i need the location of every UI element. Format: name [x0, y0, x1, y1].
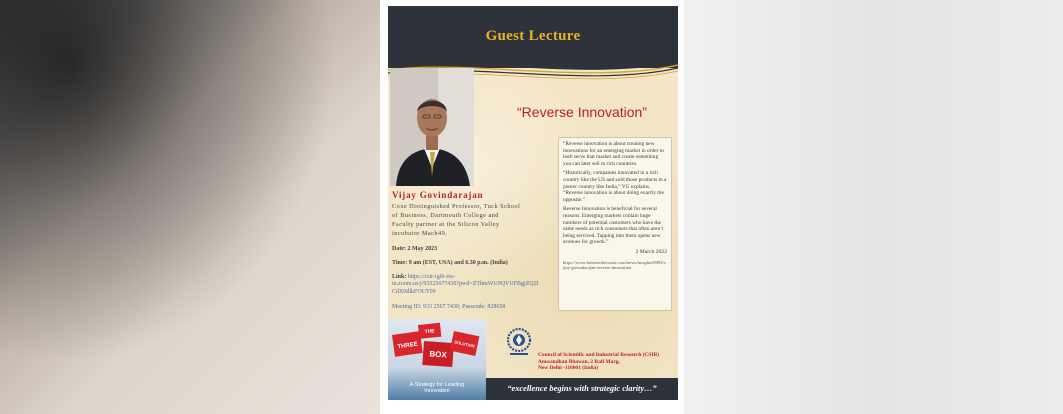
book-word-three: THREE	[397, 341, 419, 351]
header-title: Guest Lecture	[485, 28, 581, 44]
zoom-link-block	[392, 274, 554, 296]
book-word-the: THE	[424, 328, 436, 336]
footer-band	[486, 378, 678, 400]
speaker-desc-line: Coxe Distinguished Professor, Tuck School	[392, 203, 521, 210]
footer-tagline: “excellence begins with strategic clarity…”	[507, 384, 657, 393]
book-cover-three-box	[388, 319, 486, 400]
csir-address-line: New Delhi -110001 (India)	[538, 365, 599, 372]
zoom-link[interactable]: https://csir-igib-res-	[407, 274, 456, 280]
poster-image	[380, 0, 684, 414]
speaker-photo	[390, 68, 474, 186]
speaker-name: Vijay Govindarajan	[392, 190, 484, 200]
quote-date: 2 March 2022	[635, 248, 667, 255]
meeting-id: Meeting ID: 933 2567 7430; Passcode: 828658	[392, 304, 506, 310]
link-label: Link:	[392, 274, 407, 280]
csir-address-line: Anusandhan Bhawan, 2 Rafi Marg,	[538, 358, 620, 365]
speaker-desc-line: incubator Mach49.	[392, 230, 448, 237]
quote-paragraph: “Historically, companies innovated in a rich country like the US and sold those products in a poorer country like India,” VG explains. “Reverse innovation is about doing exactly the opposite.”	[563, 170, 667, 203]
speaker-desc-line: of Business, Dartmouth College and	[392, 212, 499, 219]
book-word-box: BOX	[429, 349, 448, 360]
quote-paragraph: Reverse Innovation is beneficial for several reasons. Emerging markets contain huge numbers of potential customers who have the same needs as rich consumers that often aren’t being serviced. Tapping into them opens new avenues for growth.”	[563, 206, 664, 246]
csir-logo-icon	[504, 327, 534, 357]
blurred-background-left	[0, 0, 380, 414]
speaker-desc-line: Faculty partner at the Silicon Valley	[392, 221, 500, 228]
quote-source-url: https://www.businessbecause.com/news/insights/8093/vijay-govindarajan-reverse-innovation	[563, 259, 667, 270]
book-subtitle-line: A Strategy for Leading	[409, 382, 465, 388]
background-right	[684, 0, 1063, 414]
poster-frame	[388, 6, 678, 400]
csir-address	[538, 352, 659, 372]
book-word-solution: SOLUTION	[453, 339, 476, 349]
quote-box	[558, 137, 672, 311]
lecture-title: “Reverse Innovation”	[517, 104, 647, 120]
quote-paragraph: “Reverse innovation is about creating new innovations for an emerging market in order to both serve that market and create something you can later sell in rich countries.	[563, 141, 664, 167]
lecture-date: Date: 2 May 2023	[392, 246, 438, 252]
lecture-time: Time: 9 am (EST, USA) and 6.30 p.m. (India)	[392, 260, 508, 266]
book-subtitle-line: Innovation	[424, 388, 450, 395]
zoom-link[interactable]: CdX0dlkFOUT09	[392, 288, 436, 295]
csir-address-line: Council of Scientific and Industrial Research (CSIR)	[538, 352, 660, 358]
speaker-description	[392, 202, 552, 238]
zoom-link[interactable]: in.zoom.us/j/93325677430?pwd=ZThmWU9QVUFBgjZQ2I	[392, 281, 539, 288]
book-subtitle	[388, 382, 486, 395]
